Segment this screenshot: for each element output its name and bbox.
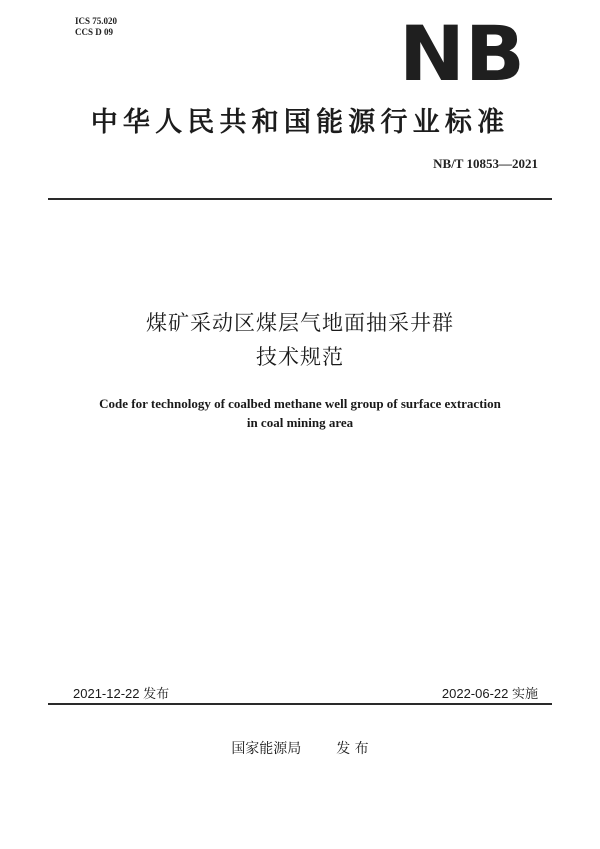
- issuer-name: 国家能源局: [231, 741, 302, 757]
- title-chinese-line2: 技术规范: [256, 345, 344, 369]
- footer-divider: [48, 703, 552, 705]
- title-chinese-line1: 煤矿采动区煤层气地面抽采井群: [146, 311, 454, 335]
- publish-date: 2021-12-22 发布: [73, 686, 170, 701]
- ics-code: ICS 75.020: [75, 16, 118, 26]
- standard-number: NB/T 10853—2021: [433, 156, 538, 171]
- issuer-action: 发 布: [336, 741, 369, 757]
- title-chinese: [0, 306, 600, 374]
- nb-logo-text: NB: [399, 18, 525, 88]
- issuer-line: [0, 738, 600, 758]
- organization-title: 中华人民共和国能源行业标准: [90, 107, 510, 138]
- implement-date: 2022-06-22 实施: [441, 686, 538, 701]
- classification-codes: [75, 16, 117, 38]
- title-english-line2: in coal mining area: [246, 415, 354, 430]
- title-english: [0, 394, 600, 432]
- header-divider: [48, 198, 552, 200]
- ccs-code: CCS D 09: [75, 27, 114, 37]
- nb-logo: [398, 18, 526, 88]
- title-english-line1: Code for technology of coalbed methane well group of surface extraction: [99, 396, 501, 411]
